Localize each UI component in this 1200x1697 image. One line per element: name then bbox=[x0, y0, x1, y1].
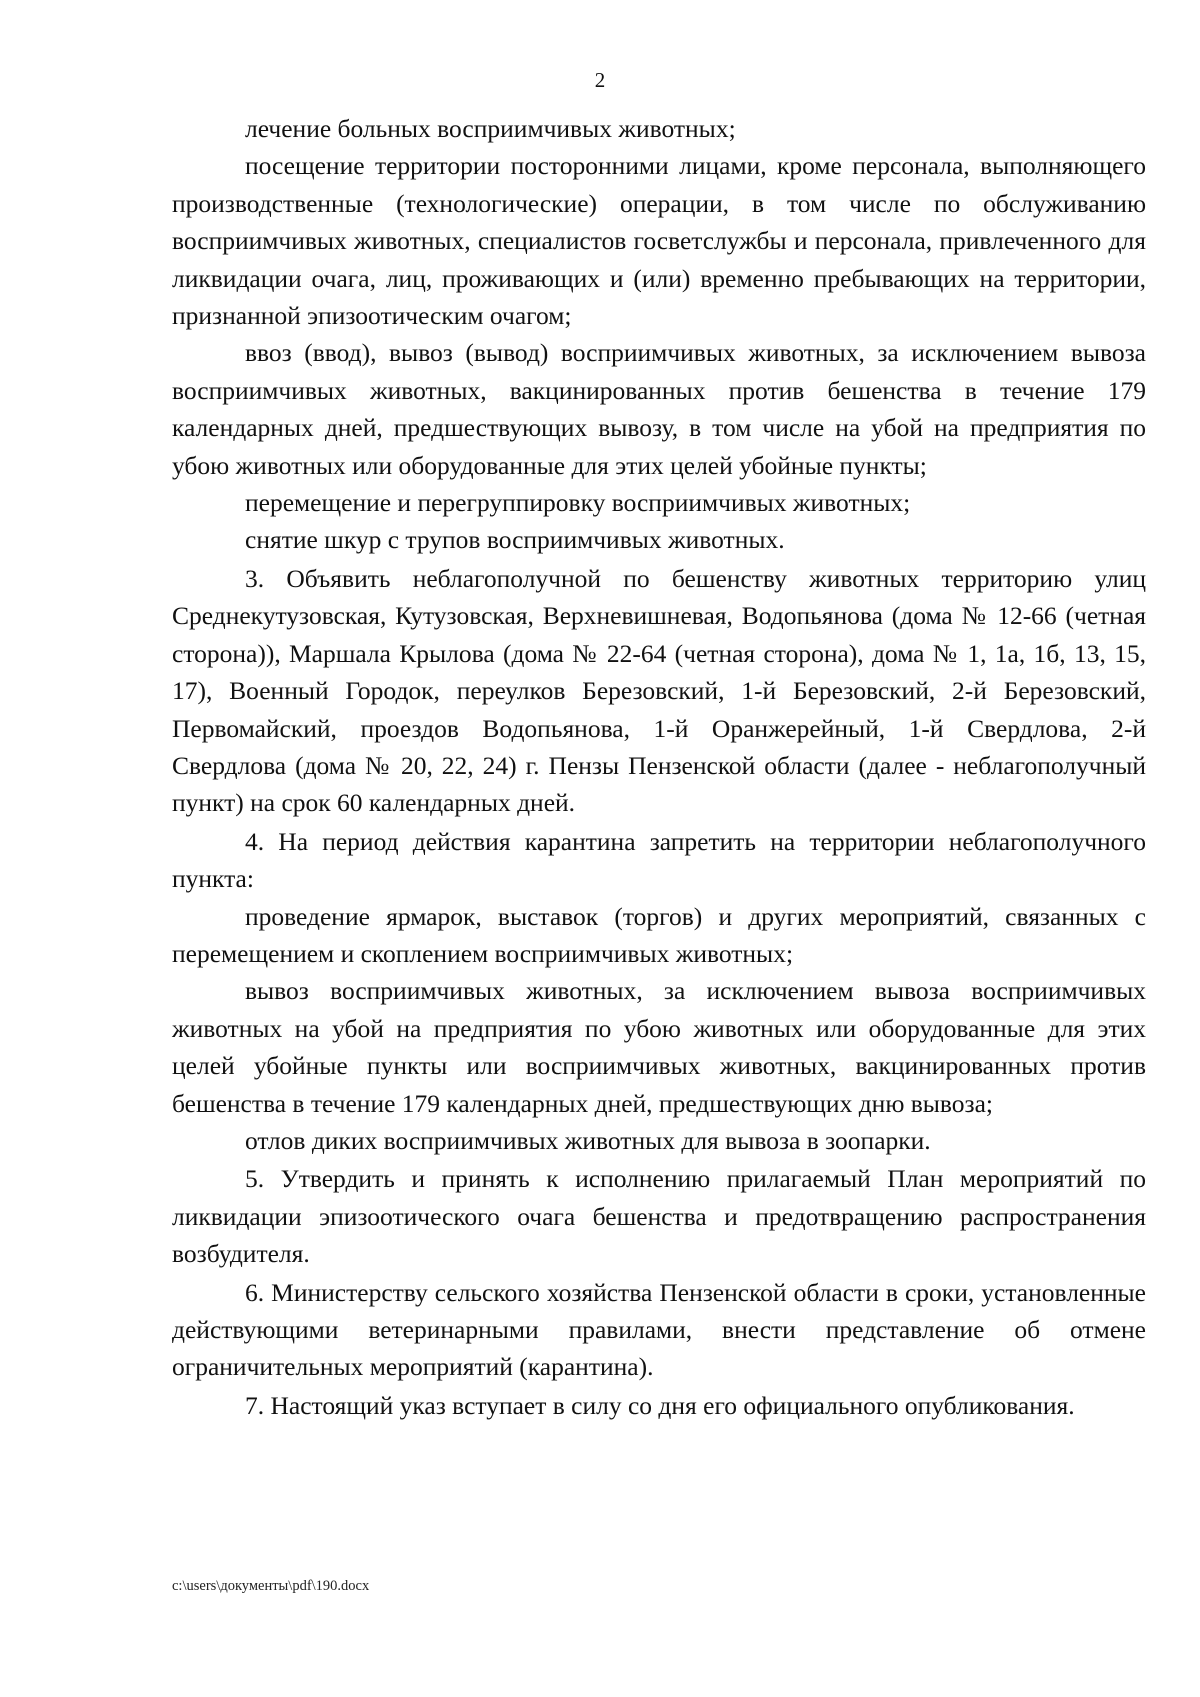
page-number: 2 bbox=[594, 68, 606, 92]
document-body bbox=[172, 110, 1146, 1424]
paragraph-treatment-ban: лечение больных восприимчивых животных; bbox=[245, 114, 736, 143]
paragraph-import-export-ban: ввоз (ввод), вывоз (вывод) восприимчивых животных, за исключением вывоза восприимчивых животных, вакцинированных против бешенства в течение 179 календарных дней, предшествующих вывозу, в том числе на убой на предприятия по убою животных или оборудованные для этих целей убойные пункты; bbox=[172, 338, 1146, 480]
paragraph-fairs-ban: проведение ярмарок, выставок (торгов) и других мероприятий, связанных с перемещением и скоплением восприимчивых животных; bbox=[172, 901, 1146, 968]
footer-file-path: c:\users\документы\pdf\190.docx bbox=[172, 1578, 370, 1594]
clause-4-quarantine-prohibitions: 4. На период действия карантина запретить на территории неблагополучного пункта: bbox=[172, 826, 1146, 894]
clause-7-entry-into-force: 7. Настоящий указ вступает в силу со дня его официального опубликования. bbox=[245, 1390, 1075, 1420]
clause-5-action-plan: 5. Утвердить и принять к исполнению прилагаемый План мероприятий по ликвидации эпизоотического очага бешенства и предотвращению распространения возбудителя. bbox=[172, 1164, 1146, 1269]
paragraph-skinning-ban: снятие шкур с трупов восприимчивых животных. bbox=[245, 525, 785, 555]
paragraph-removal-ban: вывоз восприимчивых животных, за исключением вывоза восприимчивых животных на убой на предприятия по убою животных или оборудованные для этих целей убойные пункты или восприимчивых животных, вакцинированных против бешенства в течение 179 календарных дней, предшествующих дню вывоза; bbox=[172, 976, 1146, 1118]
paragraph-regrouping-ban: перемещение и перегруппировку восприимчивых животных; bbox=[245, 488, 911, 518]
paragraph-capture-ban: отлов диких восприимчивых животных для вывоза в зоопарки. bbox=[245, 1125, 931, 1155]
clause-6-ministry-submission: 6. Министерству сельского хозяйства Пензенской области в сроки, установленные действующими ветеринарными правилами, внести представление об отмене ограничительных мероприятий (карантина). bbox=[172, 1277, 1146, 1382]
clause-3-unfavorable-territory: 3. Объявить неблагополучной по бешенству животных территорию улиц Среднекутузовская, Кутузовская, Верхневишневая, Водопьянова (дома № 12-66 (четная сторона)), Маршала Крылова (дома № 22-64 (четная сторона), дома № 1, 1а, 1б, 13, 15, 17), Военный Городок, переулков Березовский, 1-й Березовский, 2-й Березовский, Первомайский, проездов Водопьянова, 1-й Оранжерейный, 1-й Свердлова, 2-й Свердлова (дома № 20, 22, 24) г. Пензы Пензенской области (далее - неблагополучный пункт) на срок 60 календарных дней. bbox=[172, 563, 1146, 818]
paragraph-visit-ban: посещение территории посторонними лицами, кроме персонала, выполняющего производственные (технологические) операции, в том числе по обслуживанию восприимчивых животных, специалистов госветслужбы и персонала, привлеченного для ликвидации очага, лиц, проживающих и (или) временно пребывающих на территории, признанной эпизоотическим очагом; bbox=[172, 151, 1146, 331]
